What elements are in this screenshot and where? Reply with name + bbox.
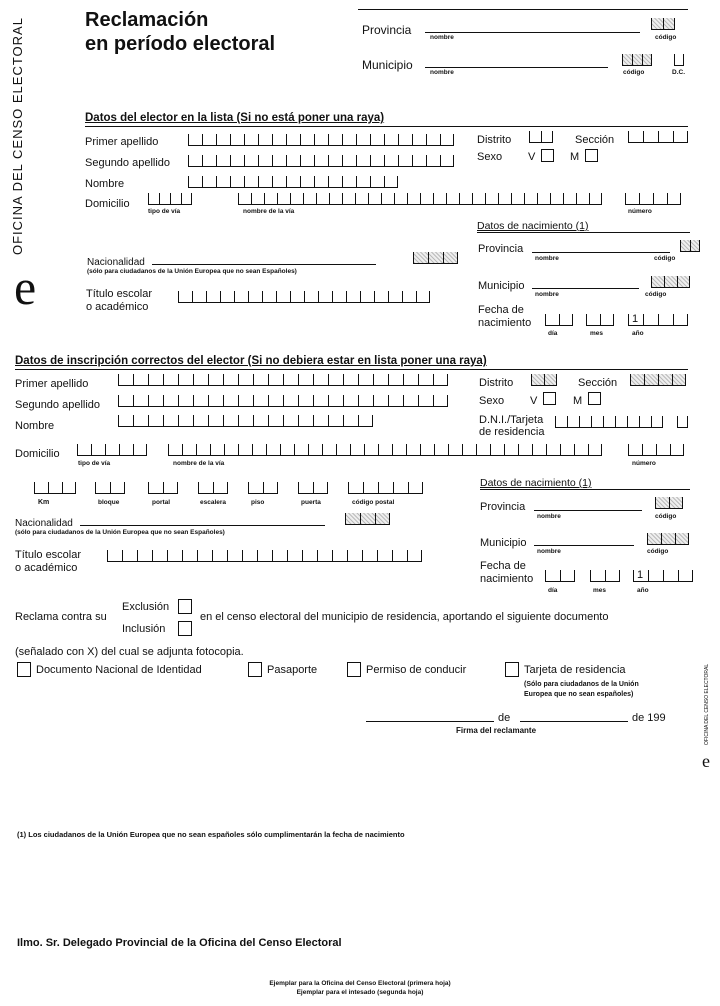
s1-sexo-v-checkbox[interactable]	[541, 149, 554, 162]
pasaporte-checkbox[interactable]	[248, 662, 262, 677]
sub-label: nombre	[430, 69, 454, 76]
s1-distrito[interactable]	[529, 131, 553, 143]
header-municipio-label: Municipio	[362, 58, 413, 72]
sub-label: código	[654, 255, 676, 262]
field-label: Provincia	[478, 243, 524, 255]
field-label: M	[570, 151, 580, 163]
s2-primer-apellido[interactable]	[118, 374, 448, 386]
s2-portal[interactable]	[148, 482, 178, 494]
s2-dni[interactable]	[555, 416, 663, 428]
header-top-rule	[358, 9, 688, 10]
sub-label: portal	[152, 499, 171, 506]
s1-nac-municipio[interactable]	[532, 288, 639, 289]
exclusion-label: Exclusión	[122, 601, 170, 613]
field-label: Municipio	[480, 537, 527, 549]
s1-nac-mes[interactable]	[586, 314, 614, 326]
reclama-prefix: Reclama contra su	[15, 611, 107, 623]
sub-label: nombre	[535, 255, 559, 262]
sub-label: número	[628, 208, 652, 215]
s2-escalera[interactable]	[198, 482, 228, 494]
sub-label: piso	[251, 499, 265, 506]
sub-label: número	[632, 460, 656, 467]
s2-nacimiento-heading: Datos de nacimiento (1)	[480, 477, 592, 489]
senalado-text: (señalado con X) del cual se adjunta fotocopia.	[15, 646, 244, 658]
s1-primer-apellido[interactable]	[188, 134, 454, 146]
field-label: Domicilio	[15, 448, 60, 460]
section1-rule	[85, 126, 688, 127]
field-label: Primer apellido	[15, 378, 89, 390]
field-label: Municipio	[478, 280, 525, 292]
sub-label: bloque	[98, 499, 120, 506]
tarjeta-label: Tarjeta de residencia	[524, 664, 626, 676]
s2-distrito[interactable]	[531, 374, 557, 386]
s2-numero[interactable]	[628, 444, 684, 456]
copy-note-2: Ejemplar para el intesado (segunda hoja)	[296, 989, 424, 996]
reclama-suffix: en el censo electoral del municipio de residencia, aportando el siguiente documento	[200, 611, 609, 623]
footnote: (1) Los ciudadanos de la Unión Europea que no sean españoles sólo cumplimentarán la fecha de nacimiento	[17, 830, 405, 839]
header-provincia-field[interactable]	[425, 32, 640, 33]
sub-label: mes	[590, 330, 604, 337]
s1-sexo-m-checkbox[interactable]	[585, 149, 598, 162]
field-label: Nombre	[15, 420, 55, 432]
s1-segundo-apellido[interactable]	[188, 155, 454, 167]
s2-nac-dia[interactable]	[545, 570, 575, 582]
field-label: D.N.I./Tarjeta de residencia	[479, 414, 545, 438]
s2-nombre[interactable]	[118, 415, 373, 427]
s1-nacionalidad[interactable]	[152, 264, 376, 265]
s1-nac-dia[interactable]	[545, 314, 573, 326]
tarjeta-note: (Sólo para ciudadanos de la Unión Europea que no sean españoles)	[524, 681, 639, 698]
year-prefix: 1	[632, 313, 639, 325]
s2-sexo-v-checkbox[interactable]	[543, 392, 556, 405]
signature-date-field[interactable]	[520, 721, 628, 722]
s2-titulo[interactable]	[107, 550, 422, 562]
header-municipio-code[interactable]	[622, 54, 652, 66]
s2-nac-municipio[interactable]	[534, 545, 634, 546]
s2-nac-mes[interactable]	[590, 570, 620, 582]
field-label: Sección	[575, 134, 615, 146]
s1-nac-provincia-code[interactable]	[680, 240, 700, 252]
sub-label: código	[655, 34, 677, 41]
copy-notes	[0, 979, 720, 997]
sub-label: año	[637, 587, 649, 594]
sub-label: nombre	[537, 513, 561, 520]
sub-label: código	[623, 69, 645, 76]
s1-titulo[interactable]	[178, 291, 430, 303]
permiso-checkbox[interactable]	[347, 662, 361, 677]
dni-label: Documento Nacional de Identidad	[36, 664, 202, 676]
sub-label: nombre	[537, 548, 561, 555]
tarjeta-checkbox[interactable]	[505, 662, 519, 677]
field-label: V	[530, 395, 538, 407]
title-line-1: Reclamación	[85, 9, 209, 31]
field-label: Fecha de nacimiento	[480, 560, 534, 585]
addressee: Ilmo. Sr. Delegado Provincial de la Oficina del Censo Electoral	[17, 937, 342, 949]
s1-tipo-via[interactable]	[148, 193, 192, 205]
dni-checkbox[interactable]	[17, 662, 31, 677]
header-municipio-field[interactable]	[425, 67, 608, 68]
logo-icon: e	[14, 259, 37, 315]
s2-sexo-m-checkbox[interactable]	[588, 392, 601, 405]
small-logo-icon: e	[702, 751, 710, 771]
field-label: Sexo	[479, 395, 505, 407]
s2-piso[interactable]	[248, 482, 278, 494]
field-label: Provincia	[480, 501, 526, 513]
s1-numero[interactable]	[625, 193, 681, 205]
inclusion-checkbox[interactable]	[178, 621, 192, 636]
section2-rule	[15, 369, 688, 370]
s2-nacionalidad[interactable]	[80, 525, 325, 526]
sub-label: nombre	[430, 34, 454, 41]
sub-label: día	[548, 330, 558, 337]
de-label: de	[498, 712, 511, 724]
signature-place-field[interactable]	[366, 721, 494, 722]
inclusion-label: Inclusión	[122, 623, 166, 635]
sub-label: nombre de la vía	[173, 460, 225, 467]
sub-label: D.C.	[672, 69, 685, 76]
sub-label: día	[548, 587, 558, 594]
sub-label: (sólo para ciudadanos de la Unión Europea que no sean Españoles)	[15, 529, 225, 536]
field-label: Nacionalidad	[15, 518, 73, 529]
sub-label: código	[655, 513, 677, 520]
year-prefix: 1	[637, 569, 644, 581]
exclusion-checkbox[interactable]	[178, 599, 192, 614]
page-title	[85, 8, 275, 56]
sub-label: mes	[593, 587, 607, 594]
field-label: Nombre	[85, 178, 125, 190]
section1-heading: Datos del elector en la lista (Si no está poner una raya)	[85, 112, 385, 124]
sub-label: (sólo para ciudadanos de la Unión Europea que no sean Españoles)	[87, 268, 297, 275]
s2-km[interactable]	[34, 482, 76, 494]
sub-label: tipo de vía	[148, 208, 181, 215]
s2-nac-provincia-code[interactable]	[655, 497, 683, 509]
s1-nombre[interactable]	[188, 176, 398, 188]
s1-seccion[interactable]	[628, 131, 688, 143]
sub-label: nombre	[535, 291, 559, 298]
field-label: Domicilio	[85, 198, 130, 210]
header-provincia-code[interactable]	[651, 18, 675, 30]
pasaporte-label: Pasaporte	[267, 664, 318, 676]
sub-label: puerta	[301, 499, 321, 506]
s1-nac-provincia[interactable]	[532, 252, 670, 253]
sub-label: año	[632, 330, 644, 337]
small-side-label: OFICINA DEL CENSO ELECTORAL	[704, 663, 710, 745]
field-label: Nacionalidad	[87, 257, 145, 268]
s2-bloque[interactable]	[95, 482, 125, 494]
s1-nacimiento-heading: Datos de nacimiento (1)	[477, 220, 589, 232]
field-label: Sexo	[477, 151, 503, 163]
s1-nac-rule	[477, 232, 690, 233]
s1-nac-municipio-code[interactable]	[651, 276, 690, 288]
s2-segundo-apellido[interactable]	[118, 395, 448, 407]
s2-nacionalidad-code[interactable]	[345, 513, 390, 525]
title-line-2: en período electoral	[85, 33, 276, 55]
sub-label: código	[647, 548, 669, 555]
header-provincia-label: Provincia	[362, 23, 412, 37]
firma-label: Firma del reclamante	[456, 726, 537, 735]
s2-nac-municipio-code[interactable]	[647, 533, 689, 545]
sub-label: código postal	[352, 499, 395, 506]
section2-heading: Datos de inscripción correctos del elector (Si no debiera estar en lista poner una raya)	[15, 355, 487, 367]
de-199-label: de 199	[632, 712, 666, 724]
field-label: Primer apellido	[85, 136, 159, 148]
field-label: Título escolar o académico	[86, 288, 153, 313]
s1-nombre-via[interactable]	[238, 193, 602, 205]
field-label: Título escolar o académico	[15, 549, 82, 574]
sub-label: tipo de vía	[78, 460, 111, 467]
field-label: Distrito	[479, 377, 514, 389]
field-label: Segundo apellido	[15, 399, 101, 411]
s2-seccion[interactable]	[630, 374, 686, 386]
s2-nac-provincia[interactable]	[534, 510, 642, 511]
field-label: M	[573, 395, 583, 407]
s1-nacionalidad-code[interactable]	[413, 252, 458, 264]
permiso-label: Permiso de conducir	[366, 664, 467, 676]
s2-dni-letter[interactable]	[677, 416, 688, 428]
sub-label: escalera	[200, 499, 227, 506]
field-label: Segundo apellido	[85, 157, 171, 169]
field-label: Distrito	[477, 134, 512, 146]
field-label: V	[528, 151, 536, 163]
field-label: Fecha de nacimiento	[478, 304, 532, 329]
sub-label: código	[645, 291, 667, 298]
header-municipio-dc[interactable]	[674, 54, 684, 66]
side-label: OFICINA DEL CENSO ELECTORAL	[10, 17, 25, 255]
s2-puerta[interactable]	[298, 482, 328, 494]
copy-note-1: Ejemplar para la Oficina del Censo Electoral (primera hoja)	[269, 980, 451, 987]
sub-label: Km	[38, 499, 50, 506]
s2-tipo-via[interactable]	[77, 444, 147, 456]
s2-codigo-postal[interactable]	[348, 482, 423, 494]
sub-label: nombre de la vía	[243, 208, 295, 215]
s2-nombre-via[interactable]	[168, 444, 602, 456]
s2-nac-rule	[480, 489, 690, 490]
field-label: Sección	[578, 377, 618, 389]
